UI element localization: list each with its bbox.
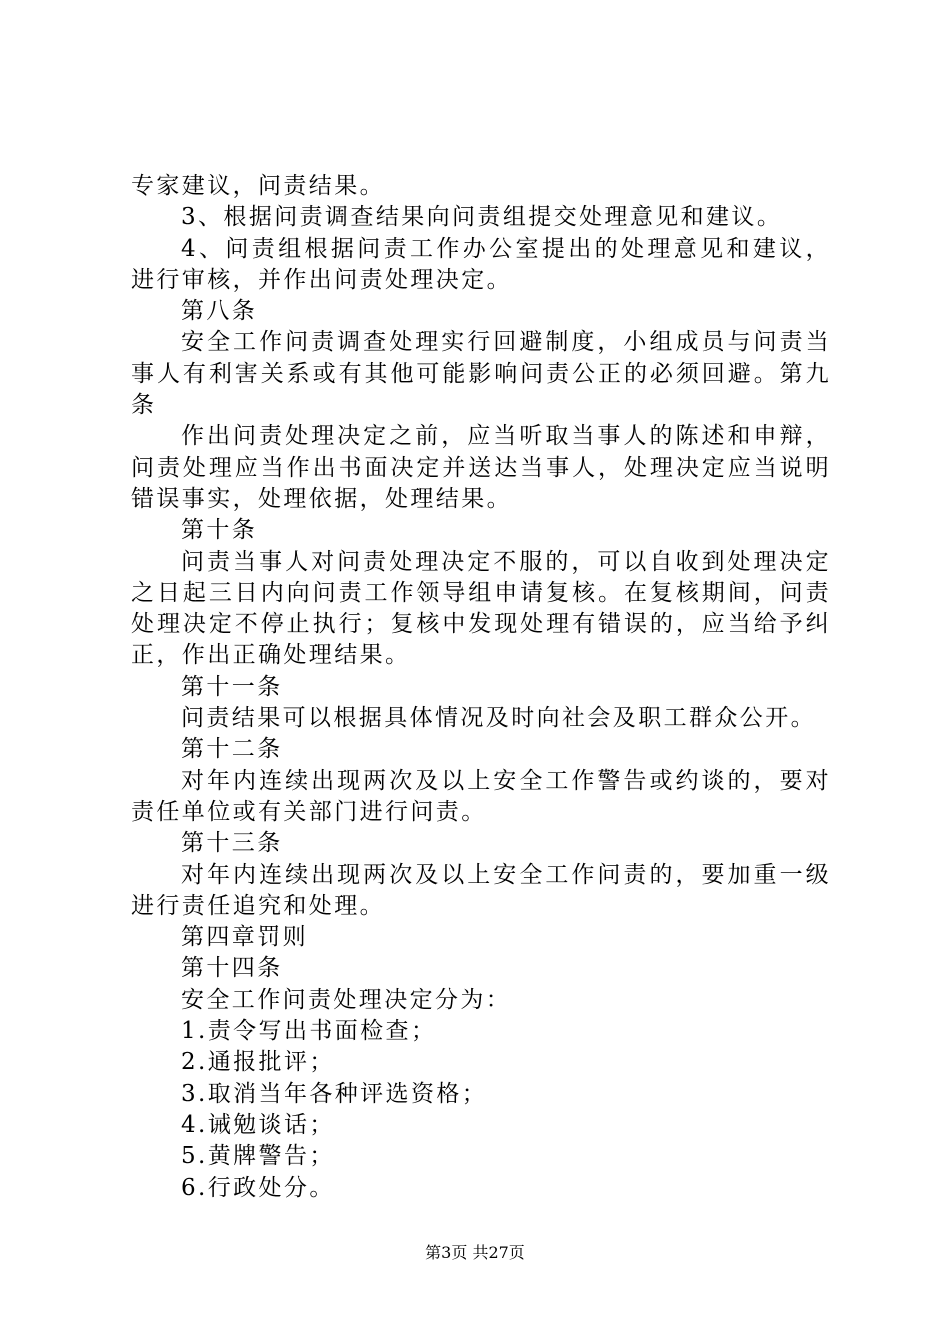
- paragraph: 3、根据问责调查结果向问责组提交处理意见和建议。: [181, 204, 783, 231]
- paragraph: 专家建议，问责结果。: [131, 173, 385, 199]
- page-footer: [0, 1243, 950, 1263]
- paragraph: 4、问责组根据问责工作办公室提出的处理意见和建议，进行审核，并作出问责处理决定。: [131, 235, 831, 293]
- list-item: 1.责令写出书面检查；: [181, 1018, 437, 1045]
- paragraph: 安全工作问责调查处理实行回避制度，小组成员与问责当事人有利害关系或有其他可能影响问责公正的必须回避。第九条: [131, 329, 831, 419]
- article-heading: 第十条: [181, 517, 258, 544]
- paragraph: 对年内连续出现两次及以上安全工作警告或约谈的，要对责任单位或有关部门进行问责。: [131, 767, 831, 825]
- article-heading: 第十三条: [181, 830, 283, 857]
- article-heading: 第八条: [181, 298, 258, 325]
- article-heading: 第十一条: [181, 673, 283, 700]
- list-item: 6.行政处分。: [181, 1174, 335, 1201]
- list-item: 2.通报批评；: [181, 1049, 335, 1076]
- paragraph: 问责当事人对问责处理决定不服的，可以自收到处理决定之日起三日内向问责工作领导组申请复核。在复核期间，问责处理决定不停止执行；复核中发现处理有错误的，应当给予纠正，作出正确处理结果。: [131, 548, 831, 669]
- document-body: [131, 171, 831, 1204]
- paragraph: 作出问责处理决定之前，应当听取当事人的陈述和申辩，问责处理应当作出书面决定并送达当事人，处理决定应当说明错误事实，处理依据，处理结果。: [131, 423, 831, 512]
- paragraph: 安全工作问责处理决定分为：: [181, 986, 512, 1013]
- paragraph: 对年内连续出现两次及以上安全工作问责的，要加重一级进行责任追究和处理。: [131, 861, 831, 919]
- list-item: 4.诫勉谈话；: [181, 1111, 335, 1138]
- article-heading: 第十四条: [181, 955, 283, 982]
- page-number-label: 第3页 共27页: [425, 1243, 525, 1262]
- paragraph: 问责结果可以根据具体情况及时向社会及职工群众公开。: [181, 705, 816, 732]
- list-item: 3.取消当年各种评选资格；: [181, 1080, 488, 1107]
- chapter-heading: 第四章罚则: [181, 924, 308, 951]
- list-item: 5.黄牌警告；: [181, 1143, 335, 1170]
- article-heading: 第十二条: [181, 736, 283, 763]
